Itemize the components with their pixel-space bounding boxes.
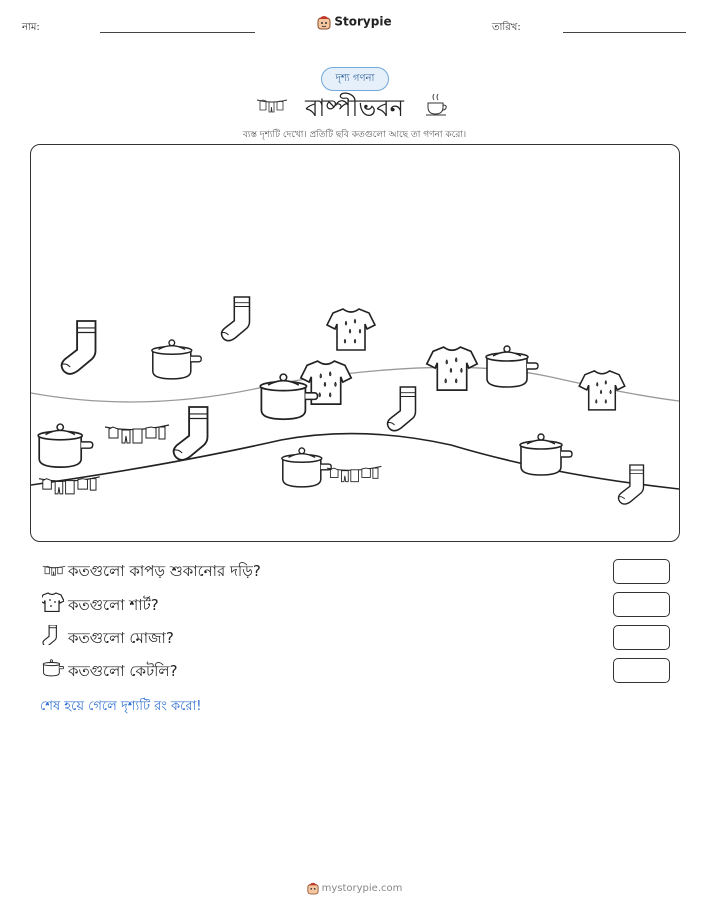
name-line[interactable] [100, 32, 255, 33]
question-text: কতগুলো মোজা? [68, 629, 174, 647]
question-row-1 [42, 559, 261, 583]
date-label: তারিখ: [492, 22, 521, 33]
date-line[interactable] [563, 32, 686, 33]
answer-box-2[interactable] [613, 592, 670, 617]
shirt-3 [427, 347, 477, 390]
question-row-4 [42, 658, 178, 682]
question-row-3 [42, 625, 174, 649]
question-text: কতগুলো কেটলি? [68, 662, 178, 680]
storypie-logo-icon [317, 14, 331, 30]
question-row-2 [42, 592, 159, 616]
shirt-4 [579, 371, 625, 410]
kettle-5 [282, 448, 331, 487]
clothesline-icon [42, 563, 66, 577]
page-title: বাষ্পীভবন [305, 94, 404, 122]
answer-box-3[interactable] [613, 625, 670, 650]
sock-3 [173, 407, 208, 460]
closing-note: শেষ হয়ে গেলে দৃশ্যটি রং করো! [40, 699, 202, 714]
kettle-3 [486, 346, 538, 387]
shirt-1 [327, 309, 375, 350]
name-label: নাম: [22, 22, 40, 33]
brand [0, 14, 709, 30]
answer-box-1[interactable] [613, 559, 670, 584]
footer [0, 881, 709, 895]
brand-text: Storypie [334, 14, 392, 29]
storypie-footer-logo-icon [307, 881, 319, 895]
question-text: কতগুলো কাপড় শুকানোর দড়ি? [68, 562, 261, 580]
sock-icon [42, 625, 58, 645]
sock-2 [221, 297, 250, 341]
clothesline-1 [105, 425, 169, 443]
category-badge: দৃশ্য গণনা [321, 67, 389, 91]
counting-scene [30, 144, 680, 542]
sock-5 [618, 465, 644, 504]
clothesline-3 [327, 466, 381, 481]
kettle-1 [152, 340, 201, 379]
kettle-4 [38, 424, 93, 467]
question-text: কতগুলো শার্ট? [68, 596, 159, 614]
scene-illustration [31, 145, 679, 541]
sock-4 [387, 387, 416, 431]
shirt-icon [42, 592, 64, 612]
answer-box-4[interactable] [613, 658, 670, 683]
steaming-cup-icon [424, 92, 450, 118]
sock-1 [61, 321, 96, 374]
footer-url[interactable]: mystorypie.com [321, 883, 403, 894]
instructions: ব্যস্ত দৃশ্যটি দেখো। প্রতিটি ছবি কতগুলো আছে তা গণনা করো। [242, 130, 467, 140]
kettle-6 [520, 434, 572, 475]
kettle-icon [42, 658, 64, 678]
